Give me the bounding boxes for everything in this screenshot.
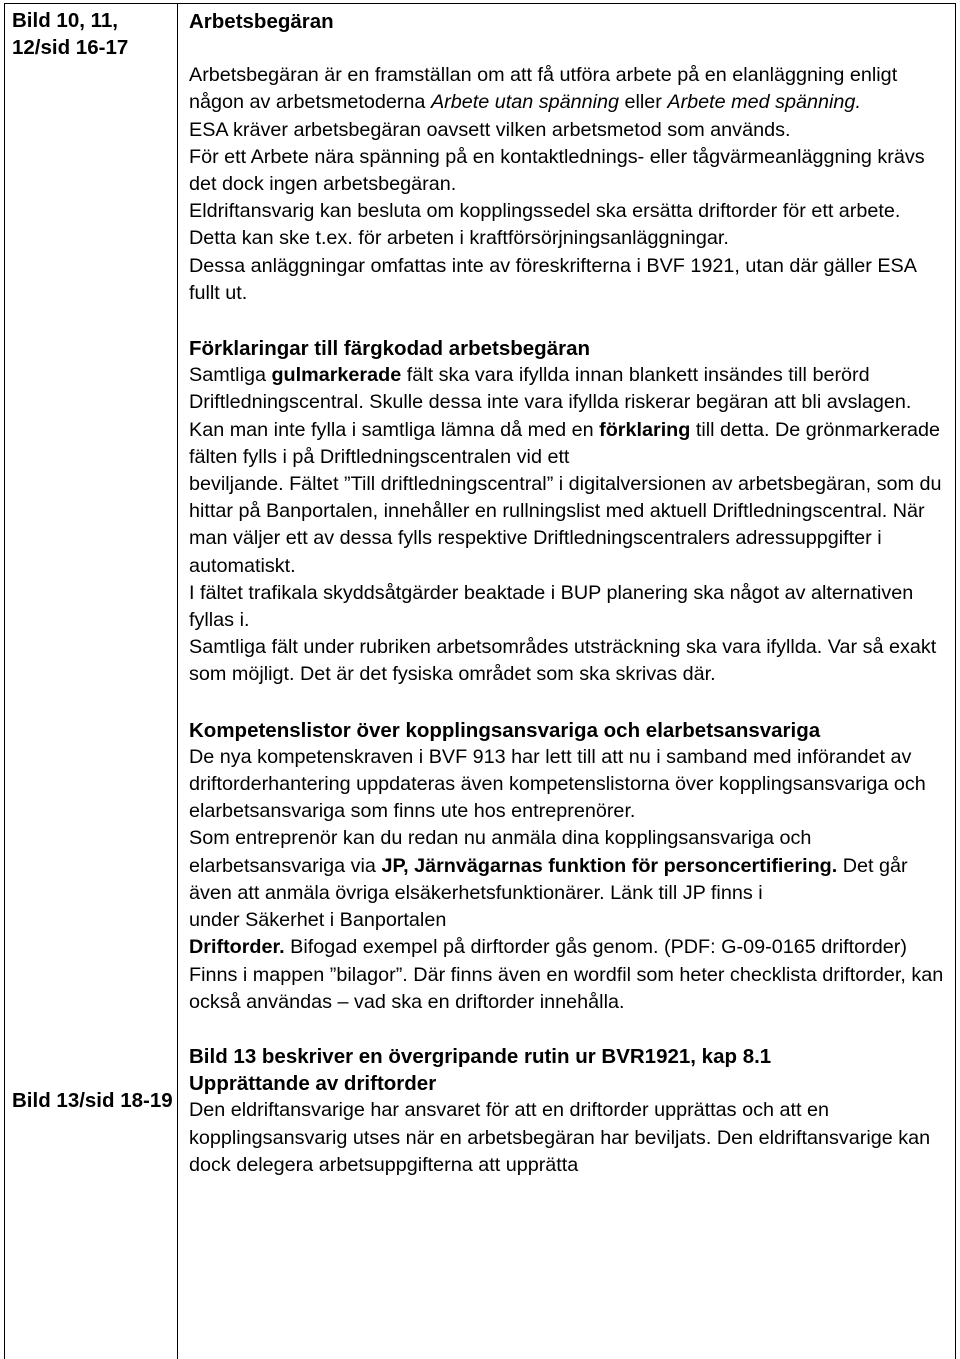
paragraph: Samtliga fält under rubriken arbetsområdes utsträckning ska vara ifyllda. Var så exakt som möjligt. Det är det fysiska området som ska skrivas där. <box>189 636 937 686</box>
spacer <box>189 1016 949 1043</box>
section-subtitle-upprattande: Upprättande av driftorder <box>189 1072 437 1096</box>
text-run: eller <box>619 91 668 114</box>
italic-text: Arbete med spänning. <box>667 91 861 114</box>
text-run: till detta. De grönmarkerade fälten fylls i på Driftledningscentralen vid ett <box>189 418 940 468</box>
paragraph: Dessa anläggningar omfattas inte av föreskrifterna i BVF 1921, utan där gäller ESA fullt ut. <box>189 254 916 304</box>
table-row <box>5 4 956 1359</box>
bold-text: JP, Järnvägarnas funktion för personcertifiering. <box>381 854 838 877</box>
content-cell <box>178 4 956 1359</box>
paragraph: För ett Arbete nära spänning på en kontaktlednings- eller tågvärmeanläggning krävs det dock ingen arbetsbegäran. <box>189 145 925 196</box>
italic-text: Arbete utan spänning <box>430 91 620 114</box>
paragraph: under Säkerhet i Banportalen <box>189 909 447 932</box>
text-run: Som entreprenör kan du redan nu anmäla dina kopplingsansvariga och elarbetsansvariga via <box>189 827 812 877</box>
paragraph <box>189 362 949 471</box>
slide-reference-2: Bild 13/sid 18-19 <box>12 1089 173 1112</box>
paragraph: beviljande. Fältet ”Till driftledningscentral” i digitalversionen av arbetsbegäran, som du hittar på Banportalen, innehåller en rullningslist med aktuell Driftledningscentral. När man väljer ett av dessa fylls respektive Driftledningscentralers adressuppgifter i automatiskt. <box>189 473 942 577</box>
section-title-bild13: Bild 13 beskriver en övergripande rutin ur BVR1921, kap 8.1 <box>189 1044 772 1068</box>
bold-text: förklaring <box>599 418 691 441</box>
spacer <box>189 689 949 717</box>
spacer <box>189 307 949 335</box>
section-title-kompetenslistor: Kompetenslistor över kopplingsansvariga och elarbetsansvariga <box>189 718 821 742</box>
bold-text: Driftorder. <box>189 936 285 959</box>
left-column <box>5 4 177 1359</box>
document-table <box>4 3 956 1359</box>
paragraph: Eldriftansvarig kan besluta om kopplingssedel ska ersätta driftorder för ett arbete. Detta kan ske t.ex. för arbeten i kraftförsörjningsanläggningar. <box>189 200 901 250</box>
text-run: fält ska vara ifyllda innan blankett insändes till berörd Driftledningscentral. Skulle dessa inte vara ifyllda riskerar begäran att bli avslagen. Kan man inte fylla i samtliga lämna då med en <box>189 364 912 441</box>
section-title-arbetsbegaran: Arbetsbegäran <box>189 10 334 33</box>
slide-reference-1: Bild 10, 11, 12/sid 16-17 <box>12 9 129 59</box>
content-body <box>178 4 955 1179</box>
left-column-cell <box>5 4 178 1359</box>
paragraph <box>189 825 949 907</box>
paragraph <box>189 62 949 116</box>
paragraph: ESA kräver arbetsbegäran oavsett vilken arbetsmetod som används. <box>189 118 791 141</box>
section-title-forklaringar: Förklaringar till färgkodad arbetsbegäran <box>189 337 590 361</box>
text-run: Bifogad exempel på dirftorder gås genom. (PDF: G-09-0165 driftorder) Finns i mappen ”bilagor”. Där finns även en wordfil som heter checklista driftorder, kan också användas – vad ska en driftorder innehålla. <box>189 936 944 1013</box>
paragraph <box>189 934 949 1016</box>
paragraph: De nya kompetenskraven i BVF 913 har lett till att nu i samband med införandet av driftorderhantering uppdateras även kompetenslistorna över kopplingsansvariga och elarbetsansvariga som finns ute hos entreprenörer. <box>189 745 926 823</box>
text-run: Samtliga <box>189 364 272 387</box>
text-run: Arbetsbegäran är en framställan om att få utföra arbete på en elanläggning enligt någon av arbetsmetoderna <box>189 64 898 114</box>
spacer <box>189 35 949 62</box>
paragraph: I fältet trafikala skyddsåtgärder beaktade i BUP planering ska något av alternativen fyllas i. <box>189 581 914 632</box>
bold-text: gulmarkerade <box>271 364 402 387</box>
text-run: Det går även att anmäla övriga elsäkerhetsfunktionärer. Länk till JP finns i <box>189 854 908 904</box>
paragraph: Den eldriftansvarige har ansvaret för att en driftorder upprättas och att en kopplingsansvarig utses när en arbetsbegäran har beviljats. Den eldriftansvarige kan dock delegera arbetsuppgifterna att upprätta <box>189 1099 931 1176</box>
